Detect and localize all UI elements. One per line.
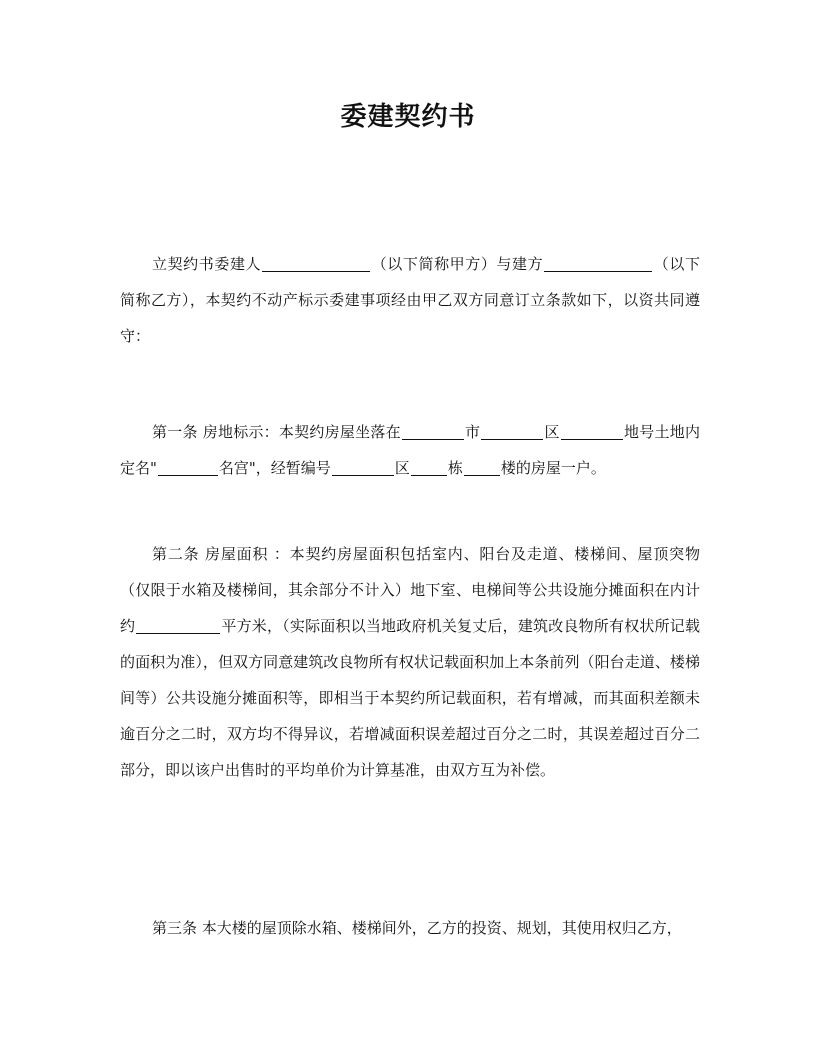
article-1-text-4: 地号土地内定名" [120, 423, 700, 477]
article-1-text-6: 区 [394, 459, 410, 477]
blank-builder-name [544, 255, 652, 272]
blank-client-name [262, 255, 370, 272]
article-1-text-5: 名宫"，经暂编号 [218, 459, 331, 477]
intro-paragraph [120, 246, 700, 354]
article-2-text-2: 平方米，（实际面积以当地政府机关复丈后，建筑改良物所有权状所记载的面积为准），但双方同意建筑改良物所有权状记载面积加上本条前列（阳台走道、楼梯间等）公共设施分摊面积等，即相当于本契约所记载面积，若有增减，而其面积差额未逾百分之二时，双方均不得异议，若增减面积误差超过百分之二时，其误差超过百分二部分，即以该户出售时的平均单价为计算基准，由双方互为补偿。 [120, 617, 700, 779]
article-3-paragraph [120, 910, 700, 946]
intro-text-3: （以下简称乙方），本契约不动产标示委建事项经由甲乙双方同意订立条款如下，以资共同遵守： [120, 255, 700, 345]
blank-block [411, 459, 447, 476]
article-2-text-1: 第二条 房屋面积 ：本契约房屋面积包括室内、阳台及走道、楼梯间、屋顶突物（仅限于水箱及楼梯间，其余部分不计入）地下室、电梯间等公共设施分摊面积在内计约 [120, 545, 700, 635]
blank-city [402, 423, 464, 440]
blank-floor [464, 459, 500, 476]
article-1-paragraph [120, 414, 700, 486]
blank-zone [332, 459, 394, 476]
blank-building-name [158, 459, 218, 476]
blank-lot-number [561, 423, 623, 440]
blank-area [136, 617, 220, 634]
article-1-text-3: 区 [544, 423, 560, 441]
article-1-text-1: 第一条 房地标示：本契约房屋坐落在 [152, 423, 401, 441]
document-title: 委建契约书 [340, 102, 476, 132]
article-1-text-8: 楼的房屋一户。 [500, 459, 606, 477]
intro-text-2: （以下简称甲方）与建方 [371, 255, 544, 273]
article-1-text-7: 栋 [447, 459, 463, 477]
article-2-paragraph [120, 536, 700, 788]
article-3-text-1: 第三条 本大楼的屋顶除水箱、楼梯间外，乙方的投资、规划，其使用权归乙方， [152, 919, 682, 937]
blank-district [481, 423, 543, 440]
article-1-text-2: 市 [464, 423, 481, 441]
intro-text-1: 立契约书委建人 [152, 255, 262, 273]
